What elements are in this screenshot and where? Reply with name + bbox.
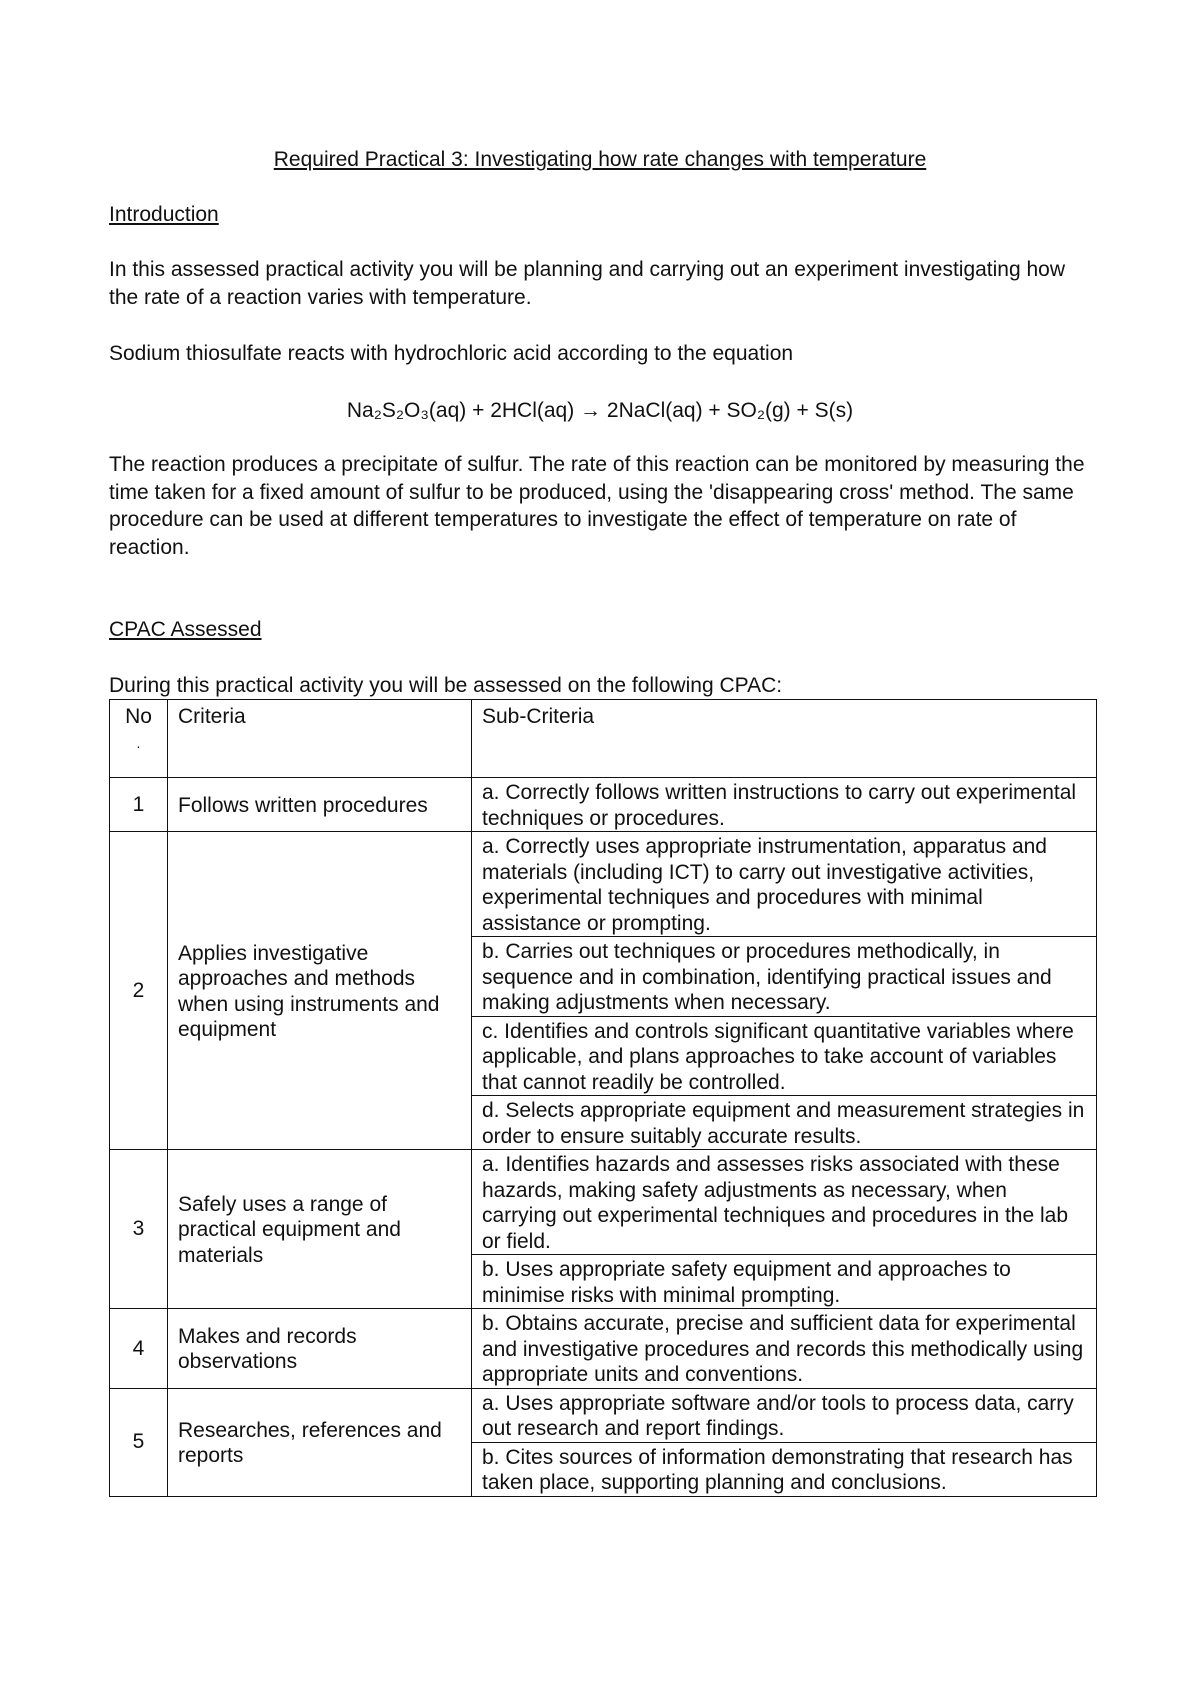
equation-intro-paragraph: Sodium thiosulfate reacts with hydrochloric acid according to the equation — [109, 342, 794, 365]
table-row — [110, 832, 1097, 937]
row-criteria: Follows written procedures — [168, 778, 472, 832]
sub-criterion: a. Identifies hazards and assesses risks associated with these hazards, making safety adjustments as necessary, when carrying out experimental techniques and procedures in the lab or field. — [472, 1150, 1097, 1255]
table-row — [110, 778, 1097, 832]
sub-criterion: d. Selects appropriate equipment and measurement strategies in order to ensure suitably accurate results. — [472, 1096, 1097, 1150]
sub-criterion: b. Cites sources of information demonstrating that research has taken place, supporting planning and conclusions. — [472, 1442, 1097, 1496]
header-criteria: Criteria — [168, 700, 472, 778]
row-number: 1 — [110, 778, 168, 832]
row-criteria: Makes and records observations — [168, 1309, 472, 1389]
introduction-heading: Introduction — [109, 203, 219, 226]
cpac-intro: During this practical activity you will be assessed on the following CPAC: — [109, 674, 783, 697]
method-paragraph: The reaction produces a precipitate of sulfur. The rate of this reaction can be monitored by measuring the time taken for a fixed amount of sulfur to be produced, using the 'disappearing cross' method. The same procedure can be used at different temperatures to investigate the effect of temperature on rate of reaction. — [109, 453, 1085, 559]
sub-criterion: c. Identifies and controls significant quantitative variables where applicable, and plans approaches to take account of variables that cannot readily be controlled. — [472, 1016, 1097, 1096]
sub-criterion: b. Obtains accurate, precise and sufficient data for experimental and investigative procedures and records this methodically using appropriate units and conventions. — [472, 1309, 1097, 1389]
table-row — [110, 1309, 1097, 1389]
cpac-heading: CPAC Assessed — [109, 618, 262, 641]
row-number: 4 — [110, 1309, 168, 1389]
document-title: Required Practical 3: Investigating how rate changes with temperature — [273, 148, 927, 171]
header-sub-criteria: Sub-Criteria — [472, 700, 1097, 778]
sub-criterion: a. Correctly uses appropriate instrumentation, apparatus and materials (including ICT) to carry out investigative activities, experimental techniques and procedures with minimal assistance or prompting. — [472, 832, 1097, 937]
row-number: 5 — [110, 1388, 168, 1496]
cpac-table — [109, 699, 1097, 1497]
introduction-paragraph: In this assessed practical activity you will be planning and carrying out an experiment investigating how the rate of a reaction varies with temperature. — [109, 258, 1066, 309]
row-number: 2 — [110, 832, 168, 1150]
sub-criterion: a. Correctly follows written instructions to carry out experimental techniques or procedures. — [472, 778, 1097, 832]
table-header-row — [110, 700, 1097, 778]
header-no-dot: . — [136, 734, 141, 751]
sub-criterion: b. Uses appropriate safety equipment and approaches to minimise risks with minimal prompting. — [472, 1255, 1097, 1309]
row-criteria: Researches, references and reports — [168, 1388, 472, 1496]
sub-criterion: a. Uses appropriate software and/or tools to process data, carry out research and report findings. — [472, 1388, 1097, 1442]
chemical-equation: Na₂S₂O₃(aq) + 2HCl(aq) → 2NaCl(aq) + SO₂(g) + S(s) — [346, 399, 854, 422]
row-number: 3 — [110, 1150, 168, 1309]
sub-criterion: b. Carries out techniques or procedures methodically, in sequence and in combination, identifying practical issues and making adjustments when necessary. — [472, 937, 1097, 1017]
header-no — [110, 700, 168, 778]
header-no-label: No — [125, 705, 152, 728]
table-row — [110, 1150, 1097, 1255]
row-criteria: Safely uses a range of practical equipment and materials — [168, 1150, 472, 1309]
row-criteria: Applies investigative approaches and methods when using instruments and equipment — [168, 832, 472, 1150]
table-row — [110, 1388, 1097, 1442]
